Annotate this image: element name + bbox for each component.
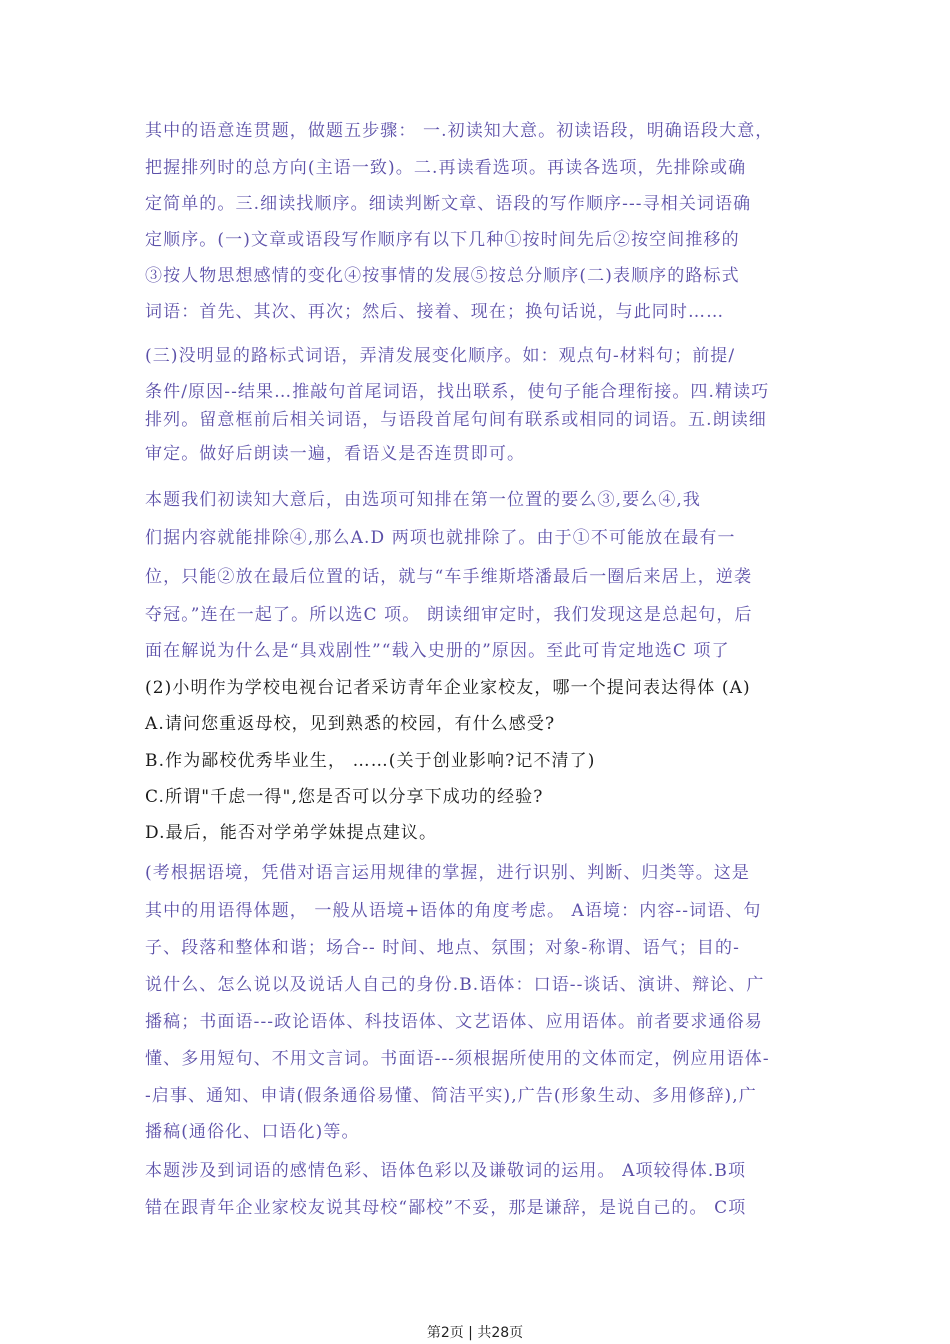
text-line: 子、段落和整体和谐；场合-- 时间、地点、氛围；对象-称谓、语气；目的- (145, 938, 740, 958)
text-line: 错在跟青年企业家校友说其母校“鄙校”不妥，那是谦辞，是说自己的。 C项 (145, 1198, 747, 1218)
text-line: ③按人物思想感情的变化④按事情的发展⑤按总分顺序(二)表顺序的路标式 (145, 266, 740, 286)
question-stem: (2)小明作为学校电视台记者采访青年企业家校友，哪一个提问表达得体 (A) (145, 678, 751, 698)
option-a: A.请问您重返母校，见到熟悉的校园，有什么感受? (145, 714, 556, 734)
option-d: D.最后，能否对学弟学妹提点建议。 (145, 823, 438, 843)
text-line: 们据内容就能排除④,那么A.D 两项也就排除了。由于①不可能放在最有一 (145, 528, 736, 548)
page-number-footer: 第2页 | 共28页 (426, 1325, 524, 1341)
text-line: -启事、通知、申请(假条通俗易懂、简洁平实),广告(形象生动、多用修辞),广 (145, 1086, 757, 1106)
text-line: 懂、多用短句、不用文言词。书面语---须根据所使用的文体而定，例应用语体- (145, 1049, 770, 1069)
text-line: (考根据语境，凭借对语言运用规律的掌握，进行识别、判断、归类等。这是 (145, 863, 751, 883)
text-line: 播稿；书面语---政论语体、科技语体、文艺语体、应用语体。前者要求通俗易 (145, 1012, 763, 1032)
text-line: 位，只能②放在最后位置的话，就与“车手维斯塔潘最后一圈后来居上，逆袭 (145, 567, 753, 587)
text-line: 条件/原因--结果…推敲句首尾词语，找出联系，使句子能合理衔接。四.精读巧 (145, 382, 770, 402)
text-line: 本题我们初读知大意后，由选项可知排在第一位置的要么③,要么④,我 (145, 490, 702, 510)
text-line: 面在解说为什么是“具戏剧性”“载入史册的”原因。至此可肯定地选C 项了 (145, 641, 730, 661)
text-line: 说什么、怎么说以及说话人自己的身份.B.语体：口语--谈话、演讲、辩论、广 (145, 975, 765, 995)
text-line: 夺冠。”连在一起了。所以选C 项。 朗读细审定时，我们发现这是总起句，后 (145, 605, 753, 625)
text-line: 定简单的。三.细读找顺序。细读判断文章、语段的写作顺序---寻相关词语确 (145, 194, 752, 214)
text-line: 排列。留意框前后相关词语，与语段首尾句间有联系或相同的词语。五.朗读细 (145, 410, 767, 430)
option-b: B.作为鄙校优秀毕业生， ……(关于创业影响?记不清了) (145, 751, 596, 771)
text-line: 审定。做好后朗读一遍，看语义是否连贯即可。 (145, 444, 526, 464)
option-c: C.所谓"千虑一得",您是否可以分享下成功的经验? (145, 787, 544, 807)
text-line: 定顺序。(一)文章或语段写作顺序有以下几种①按时间先后②按空间推移的 (145, 230, 740, 250)
text-line: 词语：首先、其次、再次；然后、接着、现在；换句话说，与此同时…… (145, 302, 725, 322)
text-line: 其中的用语得体题， 一般从语境+语体的角度考虑。 A语境：内容--词语、句 (145, 901, 762, 921)
text-line: (三)没明显的路标式词语，弄清发展变化顺序。如：观点句-材料句；前提/ (145, 346, 736, 366)
text-line: 其中的语意连贯题，做题五步骤： 一.初读知大意。初读语段，明确语段大意， (145, 121, 774, 141)
text-line: 本题涉及到词语的感情色彩、语体色彩以及谦敬词的运用。 A项较得体.B项 (145, 1161, 747, 1181)
text-line: 把握排列时的总方向(主语一致)。二.再读看选项。再读各选项，先排除或确 (145, 158, 747, 178)
text-line: 播稿(通俗化、口语化)等。 (145, 1122, 360, 1142)
